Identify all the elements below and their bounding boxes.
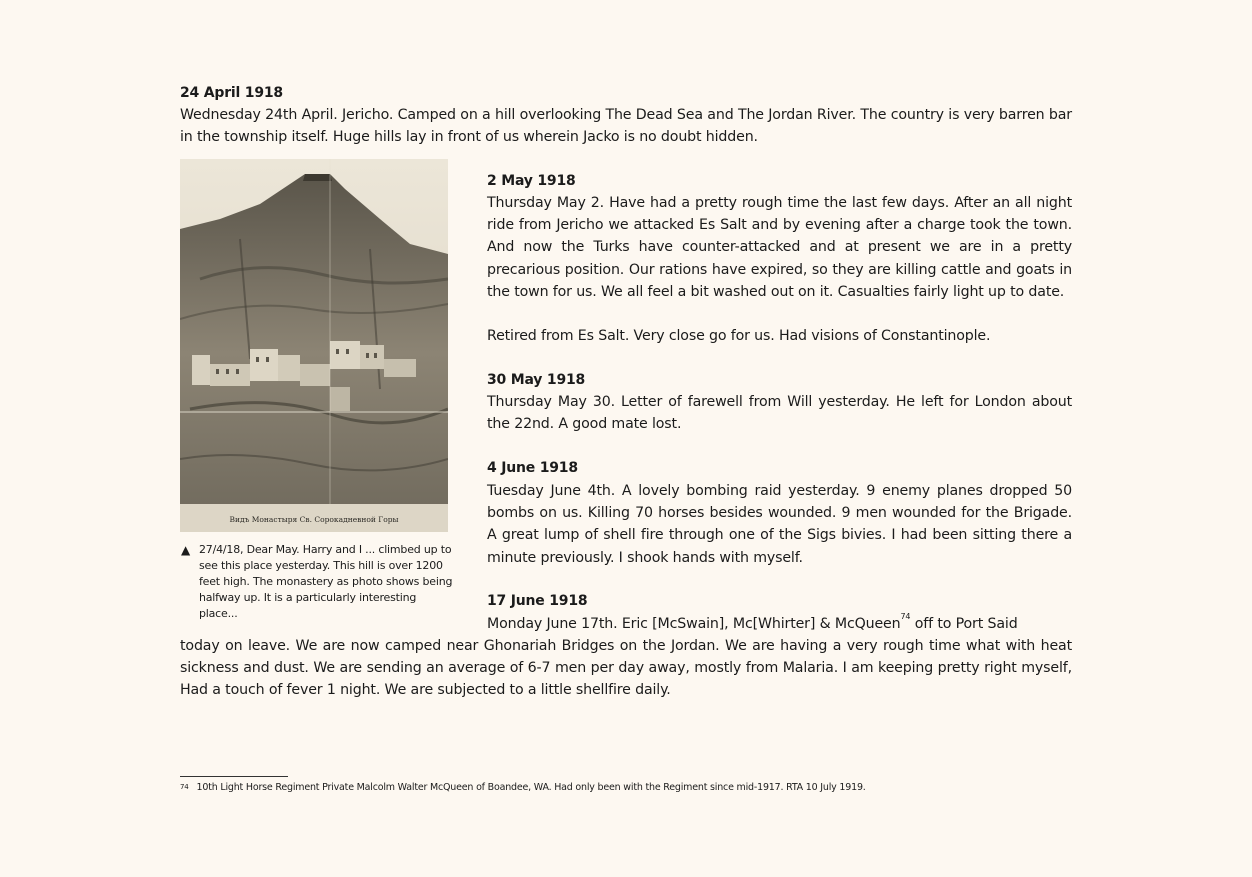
entry-text-17-june: today on leave. We are now camped near Ghonariah Bridges on the Jordan. We are having a very rough time what with heat sickness and dust. We are sending an average of 6-7 men per day away, mostly from Malaria. I am keeping pretty right myself, Had a touch of fever 1 night. We are subjected to a little shellfire daily. xyxy=(180,638,1072,699)
entry-text-24-april: Wednesday 24th April. Jericho. Camped on a hill overlooking The Dead Sea and The Jordan River. The country is very barren bar in the township itself. Huge hills lay in front of us wherein Jacko is no doubt hidden. xyxy=(180,107,1072,146)
entry-text-30-may: Thursday May 30. Letter of farewell from Will yesterday. He left for London about the 22nd. A good mate lost. xyxy=(487,394,1072,433)
footnote-text: 10th Light Horse Regiment Private Malcolm Walter McQueen of Boandee, WA. Had only been with the Regiment since mid-1917. RTA 10 July 1919. xyxy=(196,782,866,793)
entry-date-30-may: 30 May 1918 xyxy=(487,372,586,388)
footnote-divider xyxy=(180,776,288,777)
monastery-photo xyxy=(180,159,448,532)
photo-inscription: Видъ Монастыря Св. Сорокадневной Горы xyxy=(229,515,399,524)
entry-text-17-june-first-line xyxy=(487,613,1072,635)
entry-text-2-may: Thursday May 2. Have had a pretty rough time the last few days. After an all night ride from Jericho we attacked Es Salt and by evening after a charge took the town. And now the Turks have counter-attacked and at present we are in a pretty precarious position. Our rations have expired, so they are killing cattle and goats in the town for us. We all feel a bit washed out on it. Casualties fairly light up to date. xyxy=(487,195,1072,300)
entry-date-4-june: 4 June 1918 xyxy=(487,460,578,476)
caption-triangle-icon: ▲ xyxy=(181,543,191,557)
footnote-number: 74 xyxy=(180,783,189,791)
footnote-ref-74[interactable]: 74 xyxy=(900,612,911,621)
entry-17-june-line1: Monday June 17th. Eric [McSwain], Mc[Whirter] & McQueen xyxy=(487,616,901,632)
footnote xyxy=(180,781,866,794)
entry-date-24-april: 24 April 1918 xyxy=(180,85,283,101)
photo-caption: 27/4/18, Dear May. Harry and I ... climbed up to see this place yesterday. This hill is over 1200 feet high. The monastery as photo shows being halfway up. It is a particularly interesting place... xyxy=(199,543,453,620)
entry-date-17-june: 17 June 1918 xyxy=(487,593,588,609)
entry-text-4-june: Tuesday June 4th. A lovely bombing raid yesterday. 9 enemy planes dropped 50 bombs on us. Killing 70 horses besides wounded. 9 men wounded for the Brigade. A great lump of shell fire through one of the Sigs bivies. I had been sitting there a minute previously. I shook hands with myself. xyxy=(487,483,1072,566)
entry-date-2-may: 2 May 1918 xyxy=(487,173,576,189)
entry-text-2-may-continued: Retired from Es Salt. Very close go for us. Had visions of Constantinople. xyxy=(487,328,991,344)
mountain-monastery-image xyxy=(180,159,448,532)
entry-17-june-line1-end: off to Port Said xyxy=(910,616,1018,632)
